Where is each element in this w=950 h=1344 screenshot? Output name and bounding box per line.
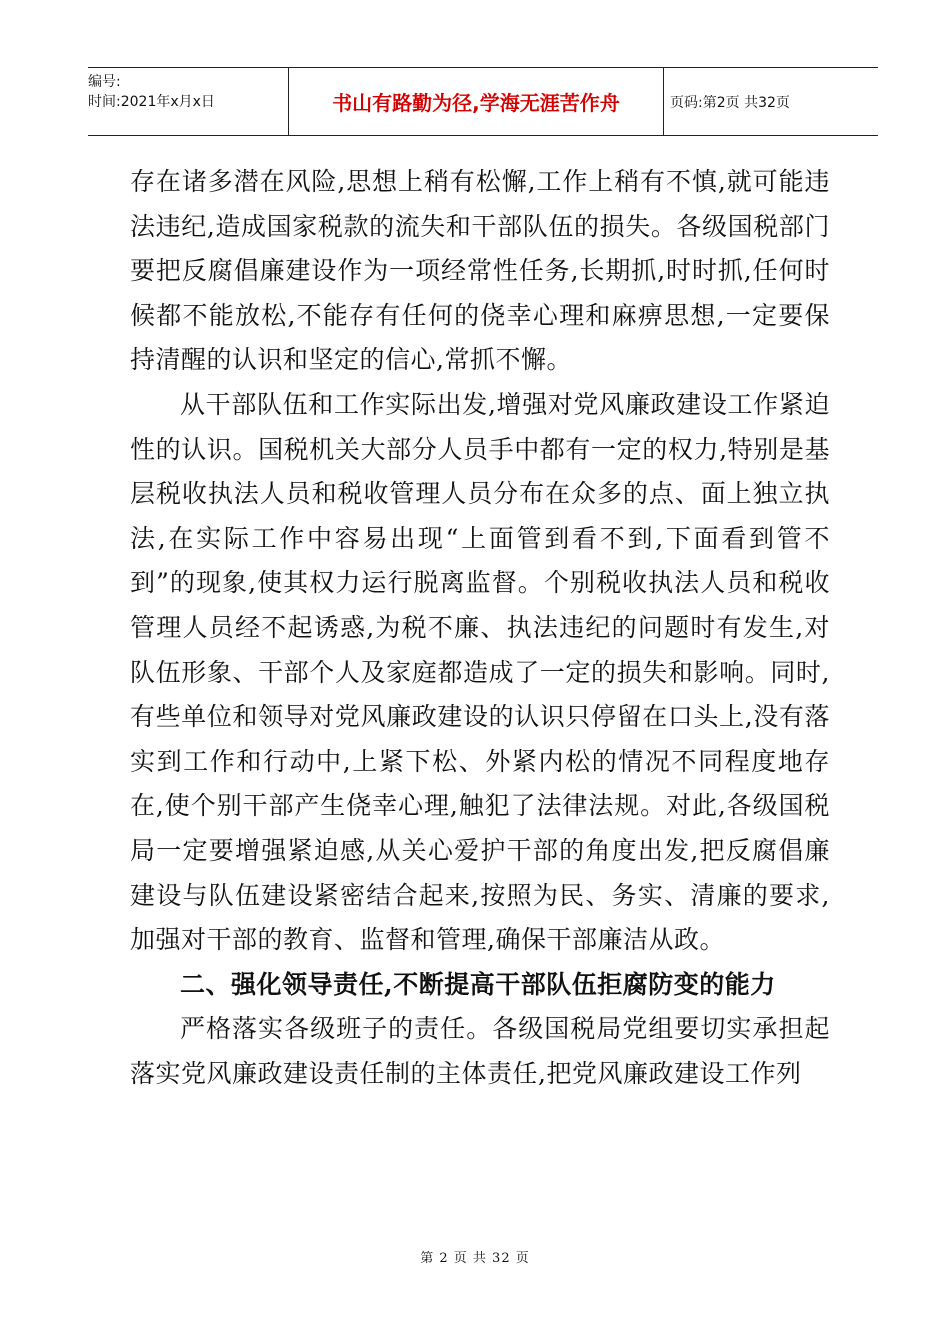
body-paragraph: 存在诸多潜在风险,思想上稍有松懈,工作上稍有不慎,就可能违法违纪,造成国家税款的流失和干部队伍的损失。各级国税部门要把反腐倡廉建设作为一项经常性任务,长期抓,时时抓,任何时候都不能放松,不能存有任何的侥幸心理和麻痹思想,一定要保持清醒的认识和坚定的信心,常抓不懈。 bbox=[130, 167, 830, 375]
body-paragraph: 从干部队伍和工作实际出发,增强对党风廉政建设工作紧迫性的认识。国税机关大部分人员手中都有一定的权力,特别是基层税收执法人员和税收管理人员分布在众多的点、面上独立执法,在实际工作中容易出现“上面管到看不到,下面看到管不到”的现象,使其权力运行脱离监督。个别税收执法人员和税收管理人员经不起诱惑,为税不廉、执法违纪的问题时有发生,对队伍形象、干部个人及家庭都造成了一定的损失和影响。同时,有些单位和领导对党风廉政建设的认识只停留在口头上,没有落实到工作和行动中,上紧下松、外紧内松的情况不同程度地存在,使个别干部产生侥幸心理,触犯了法律法规。对此,各级国税局一定要增强紧迫感,从关心爱护干部的角度出发,把反腐倡廉建设与队伍建设紧密结合起来,按照为民、务实、清廉的要求,加强对干部的教育、监督和管理,确保干部廉洁从政。 bbox=[130, 389, 830, 955]
header-motto: 书山有路勤为径,学海无涯苦作舟 bbox=[332, 91, 620, 115]
header-motto-cell bbox=[288, 68, 664, 135]
page-footer: 第 2 页 共 32 页 bbox=[420, 1251, 530, 1266]
header-meta bbox=[88, 68, 288, 135]
document-body bbox=[130, 160, 830, 1096]
body-paragraph: 严格落实各级班子的责任。各级国税局党组要切实承担起落实党风廉政建设责任制的主体责任,把党风廉政建设工作列 bbox=[130, 1014, 830, 1088]
document-number-label: 编号: bbox=[88, 74, 121, 90]
page-header bbox=[88, 67, 878, 136]
section-heading: 二、强化领导责任,不断提高干部队伍拒腐防变的能力 bbox=[180, 969, 776, 999]
document-date: 时间:2021年x月x日 bbox=[88, 94, 215, 110]
header-page-number: 页码:第2页 共32页 bbox=[670, 94, 790, 111]
